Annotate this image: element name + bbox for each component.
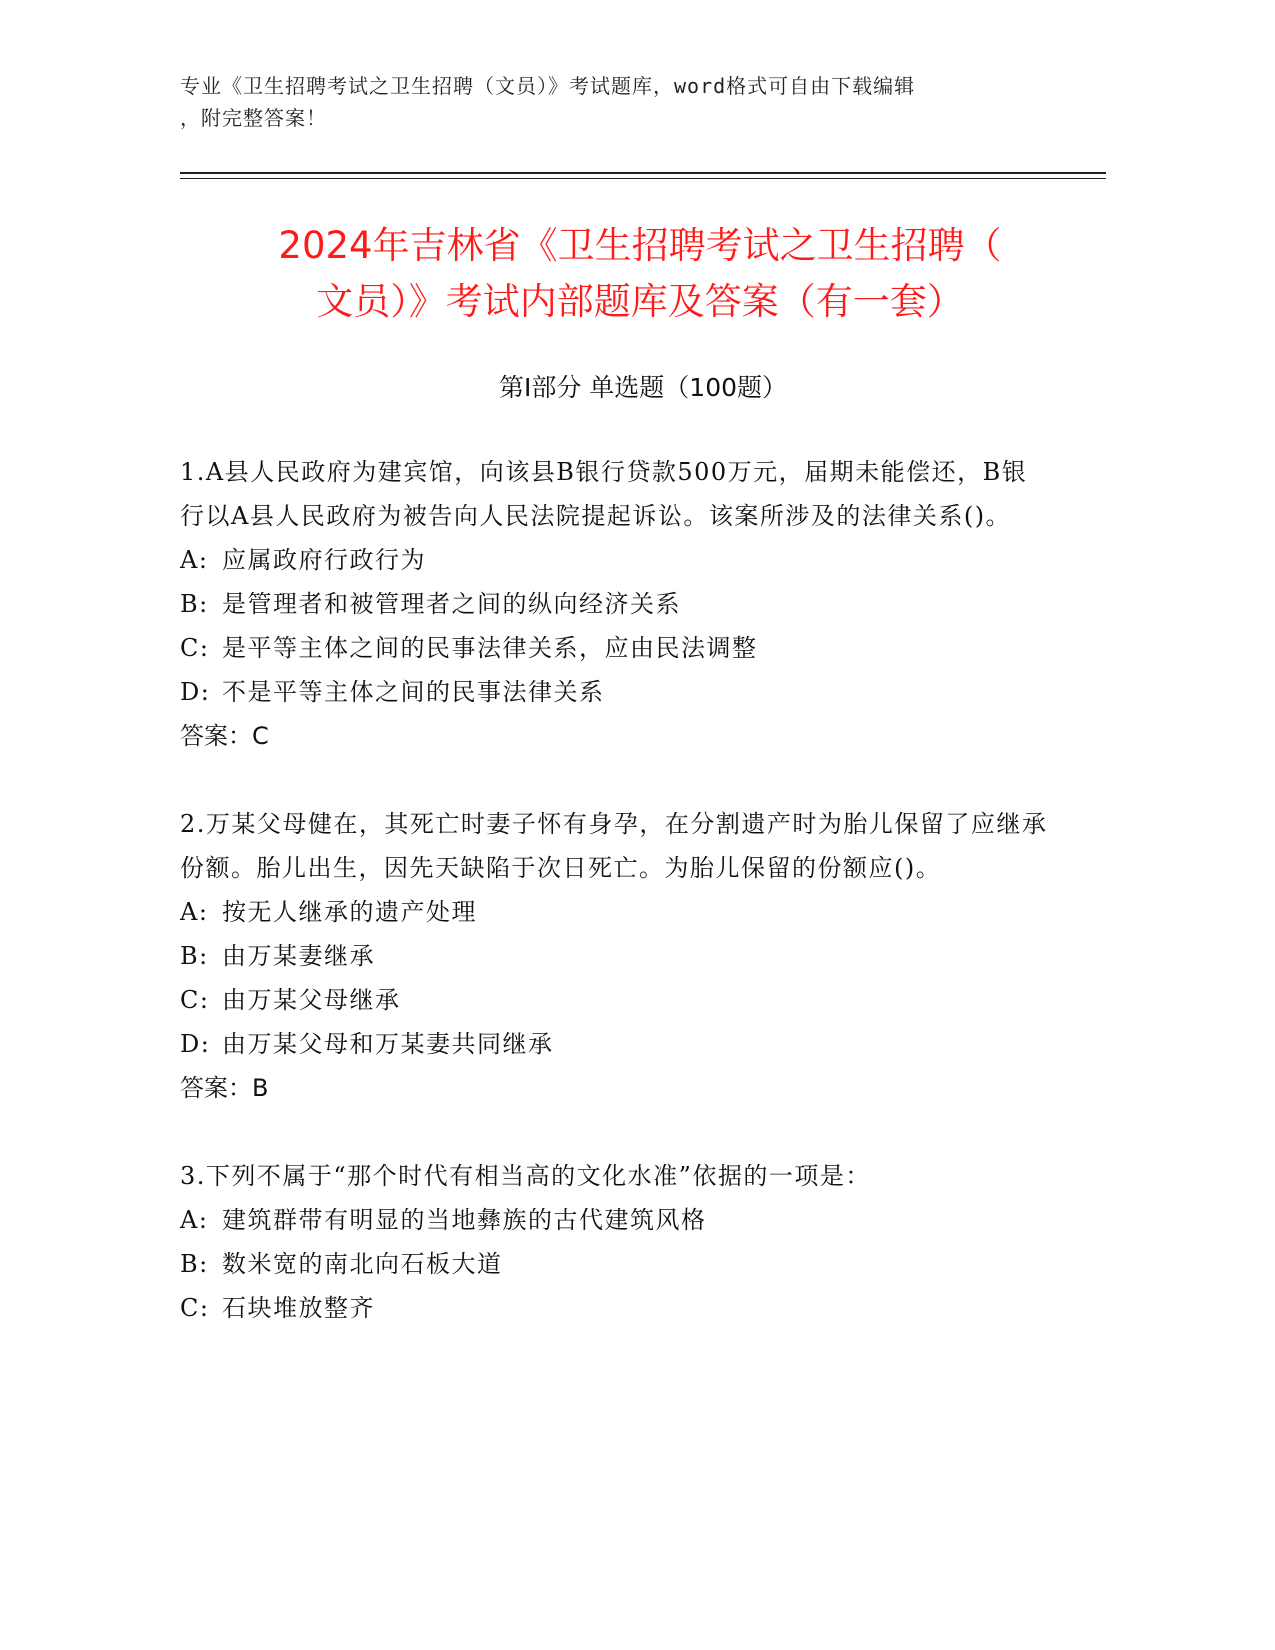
header-note-line-1: 专业《卫生招聘考试之卫生招聘（文员）》考试题库，word格式可自由下载编辑: [180, 74, 916, 98]
option-c: [180, 978, 1050, 1022]
question-list: [180, 450, 1050, 1374]
option-key: A:: [180, 1206, 209, 1234]
option-d: [180, 670, 1050, 714]
option-text: 应属政府行政行为: [222, 546, 426, 574]
option-text: 不是平等主体之间的民事法律关系: [222, 678, 605, 706]
option-c: [180, 626, 1050, 670]
question-stem: 3.下列不属于“那个时代有相当高的文化水准”依据的一项是：: [180, 1162, 871, 1190]
option-a: [180, 538, 1050, 582]
option-key: A:: [180, 546, 209, 574]
question-3: [180, 1154, 1050, 1330]
option-text: 是平等主体之间的民事法律关系，应由民法调整: [222, 634, 758, 662]
option-key: A:: [180, 898, 209, 926]
option-key: D:: [180, 678, 211, 706]
answer-label: 答案：B: [180, 1074, 269, 1102]
option-key: C:: [180, 634, 210, 662]
option-d: [180, 1022, 1050, 1066]
question-stem: 1.A县人民政府为建宾馆，向该县B银行贷款500万元，届期未能偿还，B银行以A县人民政府为被告向人民法院提起诉讼。该案所涉及的法律关系()。: [180, 458, 1028, 530]
question-1: [180, 450, 1050, 758]
section-heading: 第Ⅰ部分 单选题（100题）: [498, 373, 788, 402]
document-title-line-2: 文员）》考试内部题库及答案（有一套）: [316, 280, 964, 323]
option-a: [180, 1198, 1050, 1242]
question-stem: 2.万某父母健在，其死亡时妻子怀有身孕，在分割遗产时为胎儿保留了应继承份额。胎儿出生，因先天缺陷于次日死亡。为胎儿保留的份额应()。: [180, 810, 1048, 882]
option-text: 建筑群带有明显的当地彝族的古代建筑风格: [222, 1206, 707, 1234]
option-key: C:: [180, 1294, 210, 1322]
document-title-line-1: 2024年吉林省《卫生招聘考试之卫生招聘（: [278, 224, 1002, 267]
option-b: [180, 1242, 1050, 1286]
option-key: B:: [180, 590, 209, 618]
option-c: [180, 1286, 1050, 1330]
option-text: 石块堆放整齐: [222, 1294, 375, 1322]
header-note: [180, 70, 1060, 134]
option-text: 由万某父母继承: [222, 986, 401, 1014]
option-b: [180, 934, 1050, 978]
option-key: B:: [180, 942, 209, 970]
option-text: 由万某父母和万某妻共同继承: [222, 1030, 554, 1058]
header-divider-thick: [180, 172, 1106, 174]
option-key: B:: [180, 1250, 209, 1278]
option-text: 按无人继承的遗产处理: [222, 898, 477, 926]
document-title: [150, 218, 1130, 330]
header-divider-thin: [180, 178, 1106, 179]
option-key: C:: [180, 986, 210, 1014]
option-text: 是管理者和被管理者之间的纵向经济关系: [222, 590, 681, 618]
option-key: D:: [180, 1030, 211, 1058]
option-text: 数米宽的南北向石板大道: [222, 1250, 503, 1278]
question-2: [180, 802, 1050, 1110]
option-text: 由万某妻继承: [222, 942, 375, 970]
answer-label: 答案：C: [180, 722, 269, 750]
option-a: [180, 890, 1050, 934]
header-note-line-2: ，附完整答案！: [180, 106, 327, 130]
option-b: [180, 582, 1050, 626]
